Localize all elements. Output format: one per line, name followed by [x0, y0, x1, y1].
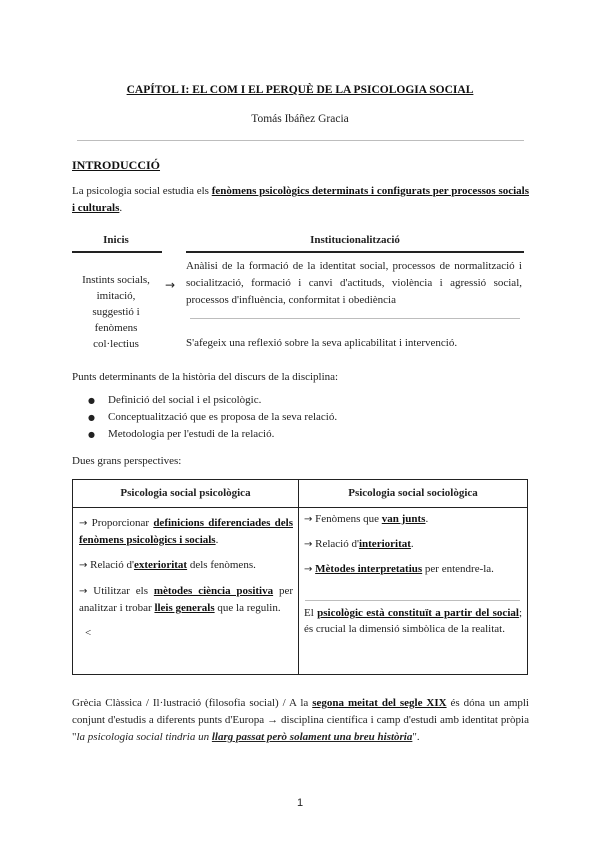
- inicis-text: Instints socials, imitació, suggestió i fenòmens col·lectius: [82, 274, 150, 350]
- bullet-list: [88, 392, 337, 443]
- perspectives-table: [72, 479, 528, 675]
- punts-intro: Punts determinants de la història del discurs de la disciplina:: [72, 371, 339, 383]
- author-name: Tomás Ibáñez Gracia: [251, 113, 349, 125]
- institucionalitzacio-note: S'afegeix una reflexió sobre la seva aplicabilitat i intervenció.: [186, 337, 458, 349]
- arrow-right-icon: →: [79, 560, 88, 571]
- arrow-right-icon: →: [304, 564, 313, 575]
- table-column-divider: [298, 480, 299, 674]
- arrow-right-icon: →: [304, 514, 313, 525]
- title-divider: [77, 140, 524, 141]
- institucionalitzacio-divider: [190, 318, 520, 319]
- page-number: 1: [296, 797, 304, 809]
- institucionalitzacio-text: Anàlisi de la formació de la identitat social, processos de normalització i socialització, formació i canvi d'actituds, violència i agressió social, processos d'influència, conformitat i obediència: [186, 260, 522, 306]
- intro-paragraph: La psicologia social estudia els fenòmens psicològics determinats i configurats per processos socials i culturals.: [72, 185, 529, 214]
- table-header-divider: [73, 507, 527, 508]
- history-paragraph: Grècia Clàssica / Il·lustració (filosofia social) / A la segona meitat del segle XIX és dóna un ampli conjunt d'estudis a diferents punts d'Europa → disciplina científica i camp d'estudi amb identitat pròpia "la psicologia social tindria un llarg passat però solament una breu història".: [72, 697, 529, 743]
- table-cell-sociologica-note: El psicològic està constituït a partir del social; és crucial la dimensió simbòlica de la realitat.: [304, 607, 522, 635]
- list-item: ● Metodologia per l'estudi de la relació.: [88, 426, 337, 443]
- table-cell-sociologica: → Fenòmens que van junts. → Relació d'interioritat. → Mètodes interpretatius per entendre-la.: [304, 513, 494, 575]
- table-header-psicologica: Psicologia social psicològica: [120, 487, 251, 499]
- institucionalitzacio-header: Institucionalització: [310, 234, 400, 246]
- list-item: ● Conceptualització que es proposa de la seva relació.: [88, 409, 337, 426]
- table-cell-divider: [305, 600, 520, 601]
- table-header-sociologica: Psicologia social sociològica: [348, 487, 478, 499]
- chapter-title: CAPÍTOL I: EL COM I EL PERQUÈ DE LA PSICOLOGIA SOCIAL: [126, 84, 474, 96]
- arrow-right-icon: →: [165, 278, 176, 292]
- arrow-right-icon: →: [79, 586, 88, 597]
- table-cell-psicologica: → Proporcionar definicions diferenciades dels fenòmens psicològics i socials. → Relació d'exterioritat dels fenòmens. → Utilitzar els mètodes ciència positiva per analitzar i trobar lleis generals que la regulin. <: [79, 517, 294, 639]
- inicis-header: Inicis: [103, 234, 129, 246]
- institucionalitzacio-header-rule: [186, 251, 524, 253]
- section-heading: INTRODUCCIÓ: [72, 158, 161, 172]
- list-item: ● Definició del social i el psicològic.: [88, 392, 337, 409]
- arrow-right-icon: →: [304, 539, 313, 550]
- inicis-header-rule: [72, 251, 162, 253]
- arrow-right-icon: →: [79, 518, 88, 529]
- dues-perspectives: Dues grans perspectives:: [72, 455, 182, 467]
